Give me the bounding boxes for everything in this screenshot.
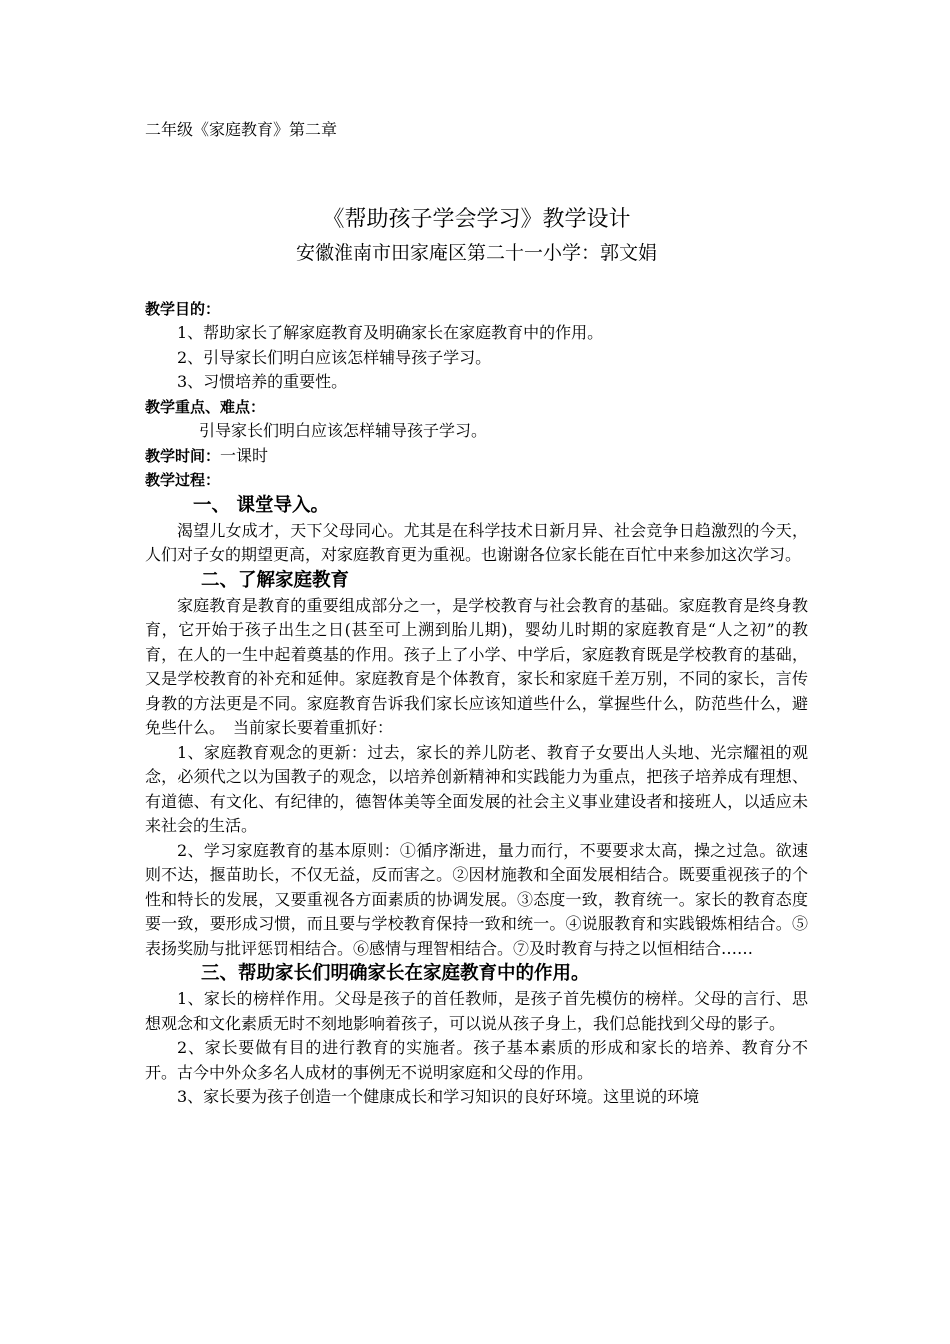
objective-item: 2、引导家长们明白应该怎样辅导孩子学习。	[177, 347, 492, 367]
time-heading: 教学时间：	[145, 446, 221, 465]
paragraph: 1、家长的榜样作用。父母是孩子的首任教师，是孩子首先模仿的榜样。父母的言行、思想观念和文化素质无时不刻地影响着孩子，可以说从孩子身上，我们总能找到父母的影子。	[145, 989, 808, 1033]
paragraph: 渴望儿女成才，天下父母同心。尤其是在科学技术日新月异、社会竞争日趋激烈的今天，人们对子女的期望更高，对家庭教育更为重视。也谢谢各位家长能在百忙中来参加这次学习。	[145, 520, 808, 564]
section-heading: 二、了解家庭教育	[201, 569, 350, 591]
key-points-text: 引导家长们明白应该怎样辅导孩子学习。	[199, 421, 488, 440]
author-line: 安徽淮南市田家庵区第二十一小学：郭文娟	[295, 241, 657, 264]
objective-item: 1、帮助家长了解家庭教育及明确家长在家庭教育中的作用。	[177, 323, 604, 342]
document-title: 《帮助孩子学会学习》教学设计	[322, 206, 631, 232]
objective-item: 3、习惯培养的重要性。	[177, 372, 348, 391]
paragraph: 2、学习家庭教育的基本原则：①循序渐进，量力而行，不要要求太高，操之过急。欲速则不达，揠苗助长，不仅无益，反而害之。②因材施教和全面发展相结合。既要重视孩子的个性和特长的发展，又要重视各方面素质的协调发展。③态度一致，教育统一。家长的教育态度要一致，要形成习惯，而且要与学校教育保持一致和统一。④说服教育和实践锻炼相结合。⑤表扬奖励与批评惩罚相结合。⑥感情与理智相结合。⑦及时教育与持之以恒相结合……	[145, 840, 808, 958]
paragraph: 1、家庭教育观念的更新：过去，家长的养儿防老、教育子女要出人头地、光宗耀祖的观念，必须代之以为国教子的观念，以培养创新精神和实践能力为重点，把孩子培养成有理想、有道德、有文化、有纪律的，德智体美等全面发展的社会主义事业建设者和接班人，以适应未来社会的生活。	[145, 742, 808, 835]
objectives-heading: 教学目的：	[145, 299, 221, 318]
section-heading: 三、帮助家长们明确家长在家庭教育中的作用。	[201, 963, 590, 984]
time-value: 一课时	[220, 445, 269, 465]
process-heading: 教学过程：	[145, 471, 221, 489]
time-line	[145, 444, 808, 469]
document-page	[145, 118, 808, 1110]
chapter-header: 二年级《家庭教育》第二章	[145, 120, 338, 139]
key-points-heading: 教学重点、难点：	[145, 397, 266, 416]
section-heading: 一、 课堂导入。	[193, 494, 329, 516]
paragraph: 3、家长要为孩子创造一个健康成长和学习知识的良好环境。这里说的环境	[177, 1087, 700, 1106]
paragraph: 家庭教育是教育的重要组成部分之一，是学校教育与社会教育的基础。家庭教育是终身教育，它开始于孩子出生之日(甚至可上溯到胎儿期)，婴幼儿时期的家庭教育是“人之初”的教育，在人的一生中起着奠基的作用。孩子上了小学、中学后，家庭教育既是学校教育的基础，又是学校教育的补充和延伸。家庭教育是个体教育，家长和家庭千差万别，不同的家长，言传身教的方法更是不同。家庭教育告诉我们家长应该知道些什么，掌握些什么，防范些什么，避免些什么。 当前家长要着重抓好：	[145, 595, 808, 737]
paragraph: 2、家长要做有目的进行教育的实施者。孩子基本素质的形成和家长的培养、教育分不开。古今中外众多名人成材的事例无不说明家庭和父母的作用。	[145, 1038, 808, 1082]
